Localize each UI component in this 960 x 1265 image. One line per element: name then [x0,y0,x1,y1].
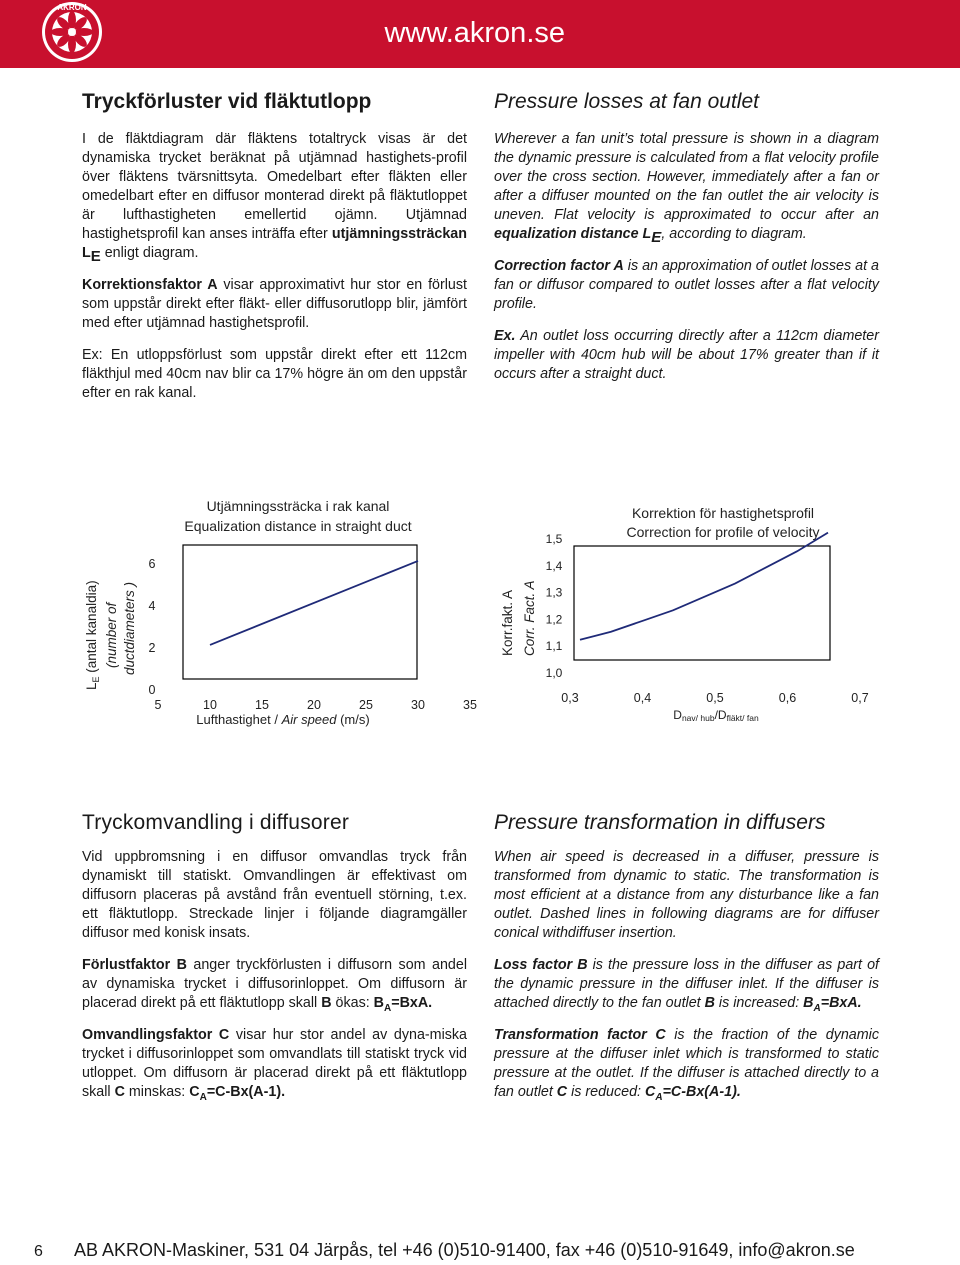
chart2-ylabel2: Corr. Fact. A [522,580,537,656]
chart1-xtick-label: 25 [359,698,373,712]
chart2-ytick-label: 1,0 [545,666,563,680]
section2-sv-p2: Förlustfaktor B anger tryckförlusten i diffusorn som andel av dynamiska trycket i diffusorinloppet. Om diffusorn är placerad direkt på ett fläktutlopp skall B ökas: $B_A=BxA$. [82,957,468,1014]
chart1-xtick-label: 30 [411,698,425,712]
chart1-xtick-label: 20 [307,698,321,712]
header-bar [0,0,960,68]
chart1-xtick-label: 35 [463,698,477,712]
chart1-ytick-label: 4 [148,599,156,613]
chart2-xtick-label: 0,4 [633,691,652,705]
section2-sv-title: Tryckomvandling i diffusorer [82,811,350,834]
svg-text:LE (antal kanaldia): $L_E$ (antal kanaldia) [84,580,101,690]
chart1-xtick-label: 15 [255,698,269,712]
chart1-ylabel-en1: (number of [104,602,119,668]
page-number: 6 [34,1243,43,1260]
section2-sv-p3: Omvandlingsfaktor C visar hur stor andel av dyna-miska trycket i diffusorinloppet som omvandlats till statiskt tryck vid utloppet. Om diffusorn är placerad direkt på ett fläktutlopp skall C minskas: $C_A=C-Bx(A-1)$. [82,1027,467,1103]
chart2-plot-area [574,546,830,660]
section1-sv-title: Tryckförluster vid fläktutlopp [82,90,372,113]
chart1-title: Utjämningssträcka i rak kanal [206,498,390,514]
section2-en-p2: Loss factor B is the pressure loss in the diffuser as part of the dynamic pressure in the diffuser inlet. If the diffuser is attached directly to the fan outlet B is increased: $B_A=BxA$. [494,957,879,1014]
section1-english [494,90,879,397]
section1-en-p2: Correction factor A is an approximation of outlet losses at a fan or diffusor compared to outlet losses after a flat velocity profile. [494,258,879,312]
chart2-ytick-label: 1,2 [545,612,563,627]
chart2-xtick-label: 0,6 [778,691,797,705]
chart1-xlabel: Lufthastighet / Air speed (m/s) [196,712,370,727]
section1-en-p3: Ex. An outlet loss occurring directly after a 112cm diameter impeller with 40cm hub will be about 17% greater than if it occurs after a straight duct. [494,328,879,382]
chart2-subtitle: Correction for profile of velocity [626,524,820,540]
chart2-xtick-label: 0,5 [706,691,724,705]
chart2-xtick-label: 0,7 [851,691,869,705]
section1-sv-p3: Ex: En utloppsförlust som uppstår direkt efter ett 112cm fläkthjul med 40cm nav blir ca 17% högre än om den uppstår efter en rak kanal. [82,347,467,401]
section2-en-p1: When air speed is decreased in a diffuser, pressure is transformed from dynamic to static. The transformation is most efficient at a distance from any disturbance like a fan outlet. Dashed lines in following diagrams are for diffuser conical withdiffuser insertion. [494,849,879,941]
section1-swedish [82,90,467,416]
section2-sv-p1: Vid uppbromsning i en diffusor omvandlas tryck från dynamiskt till statiskt. Omvandlingen är effektivast om diffusorn placeras på avstånd från eventuell störning, t.ex. ett fläktutlopp. Streckade linjer i följande diagramgäller diffusor med konisk insats. [82,849,467,941]
chart2-ytick-label: 1,3 [545,585,563,600]
svg-text:AKRON: AKRON [57,3,87,12]
section2-en-p3: Transformation factor C is the fraction of the dynamic pressure at the diffuser inlet which is transformed to static pressure at the outlet. If the diffuser is attached directly to a fan outlet C is reduced: $C_A=C-Bx(A-1)$. [494,1027,879,1103]
chart2-ylabel1: Korr.fakt. A [500,589,515,656]
chart1-ytick-label: 2 [148,641,156,655]
chart2-ytick-label: 1,4 [545,558,563,573]
chart2-ytick-label: 1,1 [545,639,563,654]
site-url[interactable]: www.akron.se [384,17,565,49]
velocity-correction-chart [490,490,910,740]
chart2-xlabel: Dnav/ hub/Dfläkt/ fan [673,708,759,723]
chart1-ytick-label: 6 [148,557,156,571]
section1-en-title: Pressure losses at fan outlet [494,90,759,113]
equalization-distance-chart [70,490,490,740]
chart1-xtick-label: 5 [154,698,162,712]
section2-english [494,811,879,1115]
chart1-xtick-label: 10 [203,698,217,712]
chart1-plot-area [183,545,417,679]
chart1-ylabel [84,580,101,690]
chart2-ytick-label: 1,5 [545,532,563,546]
section1-en-p1: Wherever a fan unit’s total pressure is shown in a diagram the dynamic pressure is calculated from a flat velocity profile over the cross section. However, immediately after a fan or after a diffuser mounted on the fan outlet the air velocity is uneven. Flat velocity is approximated to occur after an equalization distance LE, according to diagram. [494,131,879,246]
section2-swedish [82,811,467,1115]
chart2-title: Korrektion för hastighetsprofil [631,505,815,521]
section1-sv-p1: I de fläktdiagram där fläktens totaltryck visas är det dynamiska trycket beräknat på utjämnad hastighets-profil över fläktens tvärsnittsyta. Omedelbart efter fläkten eller omedelbart efter en diffusor monterad direkt på fläktutloppet är lufthastigheten emellertid ojämn. Utjämnad hastighetsprofil kan anses inträffa efter utjämningssträckan LE enligt diagram. [82,131,467,265]
section2-en-title: Pressure transformation in diffusers [494,811,826,834]
chart1-ylabel-en2: ductdiameters ) [122,581,137,675]
section1-sv-p2: Korrektionsfaktor A visar approximativt hur stor en förlust som uppstår direkt efter fläkt- eller diffusorutlopp blir, jämfört med efter utjämnad hastighetsprofil. [82,277,467,331]
footer-contact: AB AKRON-Maskiner, 531 04 Järpås, tel +46 (0)510-91400, fax +46 (0)510-91649, info@akron.se [74,1240,855,1260]
akron-logo [40,0,104,64]
chart1-ytick-label: 0 [148,683,156,697]
chart2-xtick-label: 0,3 [561,691,579,705]
chart1-subtitle: Equalization distance in straight duct [184,518,412,534]
